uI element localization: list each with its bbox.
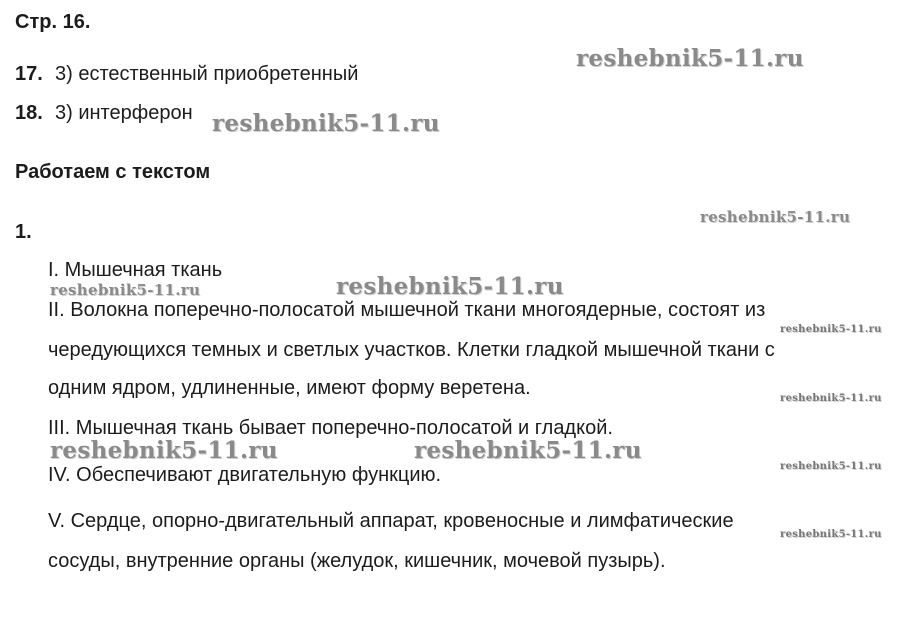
- answer-text: 3) естественный приобретенный: [55, 63, 359, 85]
- watermark-logo: reshebnik5-11.ru: [780, 461, 882, 472]
- watermark-logo: reshebnik5-11.ru: [414, 437, 642, 464]
- answer-text: 3) интерферон: [55, 102, 193, 124]
- answer-number: 18.: [15, 102, 43, 124]
- answer-18: [15, 101, 193, 125]
- watermark-logo: reshebnik5-11.ru: [50, 281, 201, 299]
- watermark-logo: reshebnik5-11.ru: [50, 437, 278, 464]
- text-line: V. Сердце, опорно-двигательный аппарат, кровеносные и лимфатические: [48, 510, 734, 532]
- text-line: чередующихся темных и светлых участков. Клетки гладкой мышечной ткани с: [48, 339, 775, 361]
- watermark-logo: reshebnik5-11.ru: [780, 324, 882, 335]
- watermark-logo: reshebnik5-11.ru: [576, 45, 804, 72]
- text-line: III. Мышечная ткань бывает поперечно-полосатой и гладкой.: [48, 417, 613, 439]
- text-line: сосуды, внутренние органы (желудок, кишечник, мочевой пузырь).: [48, 550, 666, 572]
- watermark-logo: reshebnik5-11.ru: [212, 110, 440, 137]
- text-line: II. Волокна поперечно-полосатой мышечной ткани многоядерные, состоят из: [48, 299, 766, 321]
- section-heading: Работаем с текстом: [15, 161, 211, 183]
- watermark-logo: reshebnik5-11.ru: [700, 208, 851, 226]
- text-line: одним ядром, удлиненные, имеют форму веретена.: [48, 377, 531, 399]
- answer-number: 17.: [15, 63, 43, 85]
- watermark-logo: reshebnik5-11.ru: [780, 529, 882, 540]
- text-line: I. Мышечная ткань: [48, 259, 223, 281]
- page-title: Стр. 16.: [15, 11, 91, 33]
- text-line: IV. Обеспечивают двигательную функцию.: [48, 464, 442, 486]
- answer-17: [15, 62, 358, 86]
- question-number: 1.: [15, 221, 32, 243]
- watermark-logo: reshebnik5-11.ru: [336, 273, 564, 300]
- watermark-logo: reshebnik5-11.ru: [780, 393, 882, 404]
